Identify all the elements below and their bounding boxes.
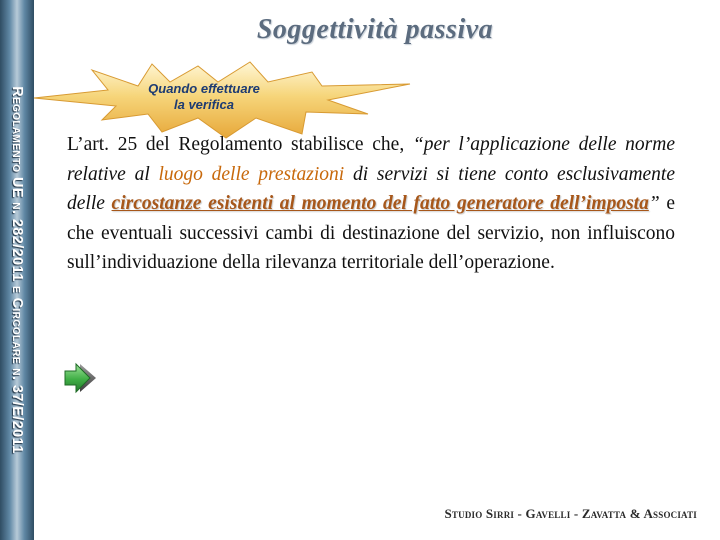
body-text-7: e che eventuali successivi cambi di destinazione del servizio, non influiscono sull’individuazione della rilevanza territoriale dell’operazione. bbox=[67, 193, 675, 273]
sidebar bbox=[0, 0, 34, 540]
body-text-1: L’art. 25 del Regolamento stabilisce che, bbox=[67, 134, 413, 155]
green-arrow-right-icon[interactable] bbox=[62, 360, 100, 396]
page-title: Soggettività passiva bbox=[256, 14, 494, 45]
body-paragraph bbox=[67, 130, 675, 278]
callout-label bbox=[124, 81, 284, 113]
footer-firm: Studio Sirri - Gavelli - Zavatta & Associati bbox=[444, 506, 697, 521]
body-highlight-circostanze: circostanze esistenti al momento del fatto generatore dell’imposta bbox=[111, 193, 649, 214]
body-highlight-luogo: luogo delle prestazioni bbox=[158, 163, 345, 185]
body-text-2: “per l’applicazione delle norme relative al bbox=[67, 134, 676, 185]
body-text-6: ” bbox=[648, 193, 660, 214]
callout-line-1: Quando effettuare bbox=[148, 81, 260, 96]
callout-line-2: la verifica bbox=[174, 97, 234, 112]
body-text-4: di servizi si tiene conto esclusivamente delle bbox=[67, 163, 676, 214]
sidebar-title: Regolamento UE n. 282/2011 e Circolare n. 37/E/2011 bbox=[9, 86, 25, 454]
